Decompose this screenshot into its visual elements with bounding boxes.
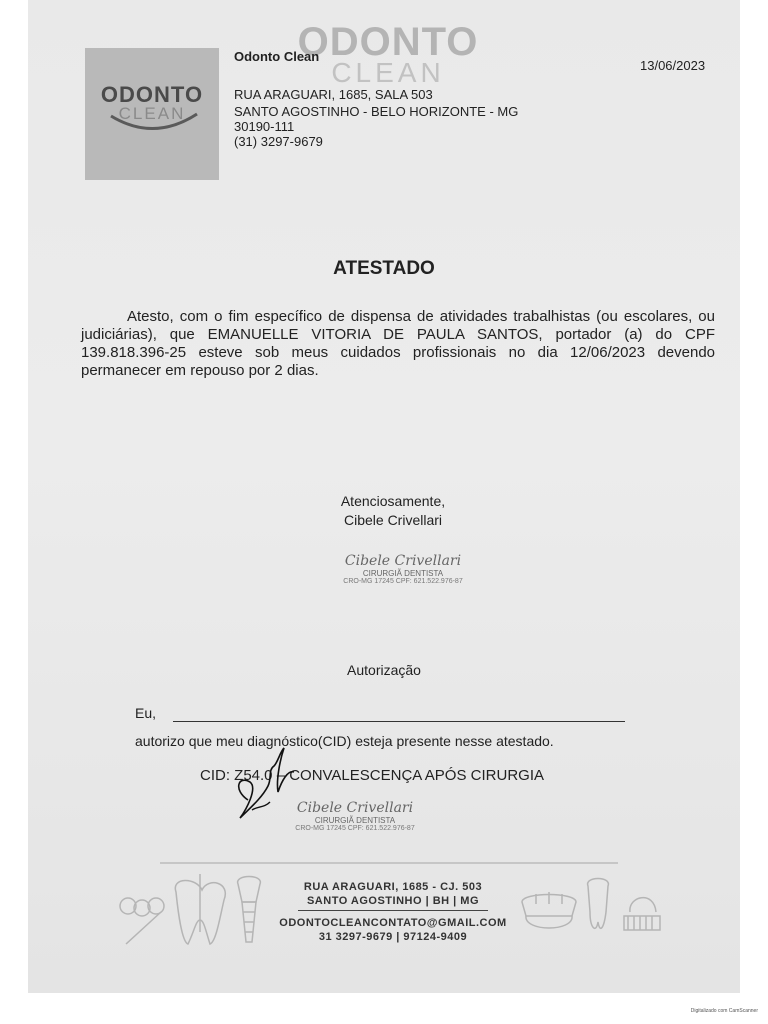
certificate-body: Atesto, com o fim específico de dispensa de atividades trabalhistas (ou escolares, ou judiciárias), que EMANUELLE VITORIA DE PAULA SANTOS, portador (a) do CPF 139.818.396-25 esteve sob meus cuidados profissionais no dia 12/06/2023 devendo permanecer em repouso por 2 dias. [81, 308, 715, 379]
dental-implant-icon [518, 872, 668, 952]
eu-label: Eu, [135, 705, 157, 721]
stamp-registry: CRO-MG 17245 CPF: 621.522.976-87 [343, 578, 463, 585]
signer-name: Cibele Crivellari [343, 512, 443, 528]
address-line: 30190-111 [234, 119, 295, 134]
document-title: ATESTADO [333, 258, 435, 279]
dentist-stamp [328, 553, 478, 585]
document-page [28, 0, 740, 993]
name-blank-line [173, 721, 625, 722]
clinic-logo [85, 48, 219, 180]
cid-line: CID: Z54.0 – CONVALESCENÇA APÓS CIRURGIA [200, 767, 544, 784]
watermark-logo-line2: CLEAN [331, 57, 445, 88]
footer-address-1: RUA ARAGUARI, 1685 - CJ. 503 [303, 881, 483, 893]
footer-address-2: SANTO AGOSTINHO | BH | MG [306, 895, 480, 907]
footer-address-underline [298, 910, 488, 911]
address-line: SANTO AGOSTINHO - BELO HORIZONTE - MG [234, 104, 519, 119]
smile-swoosh-icon [109, 112, 199, 136]
stamp-name: Cibele Crivellari [344, 553, 462, 569]
watermark-logo-line1: ODONTO [297, 20, 479, 64]
logo-text-odonto: ODONTO [100, 82, 204, 107]
stamp-role: CIRURGIÃ DENTISTA [362, 569, 444, 578]
clinic-name: Odonto Clean [234, 49, 320, 64]
logo-text-clean: CLEAN [118, 104, 186, 123]
address-line: RUA ARAGUARI, 1685, SALA 503 [234, 87, 433, 102]
scanner-note: Digitalizado com CamScanner [690, 1008, 758, 1014]
footer-phones: 31 3297-9679 | 97124-9409 [318, 931, 468, 943]
closing-greeting: Atenciosamente, [340, 493, 446, 509]
stamp-role: CIRURGIÃ DENTISTA [314, 816, 396, 825]
footer-divider [160, 862, 618, 864]
dentist-stamp [280, 800, 430, 832]
stamp-registry: CRO-MG 17245 CPF: 621.522.976-87 [295, 825, 415, 832]
authorization-title: Autorização [347, 662, 421, 678]
footer-email: ODONTOCLEANCONTATO@GMAIL.COM [279, 917, 507, 929]
address-line: (31) 3297-9679 [234, 134, 323, 149]
document-date: 13/06/2023 [640, 58, 706, 73]
stamp-name: Cibele Crivellari [296, 800, 414, 816]
authorization-text: autorizo que meu diagnóstico(CID) esteja presente nesse atestado. [135, 733, 554, 749]
